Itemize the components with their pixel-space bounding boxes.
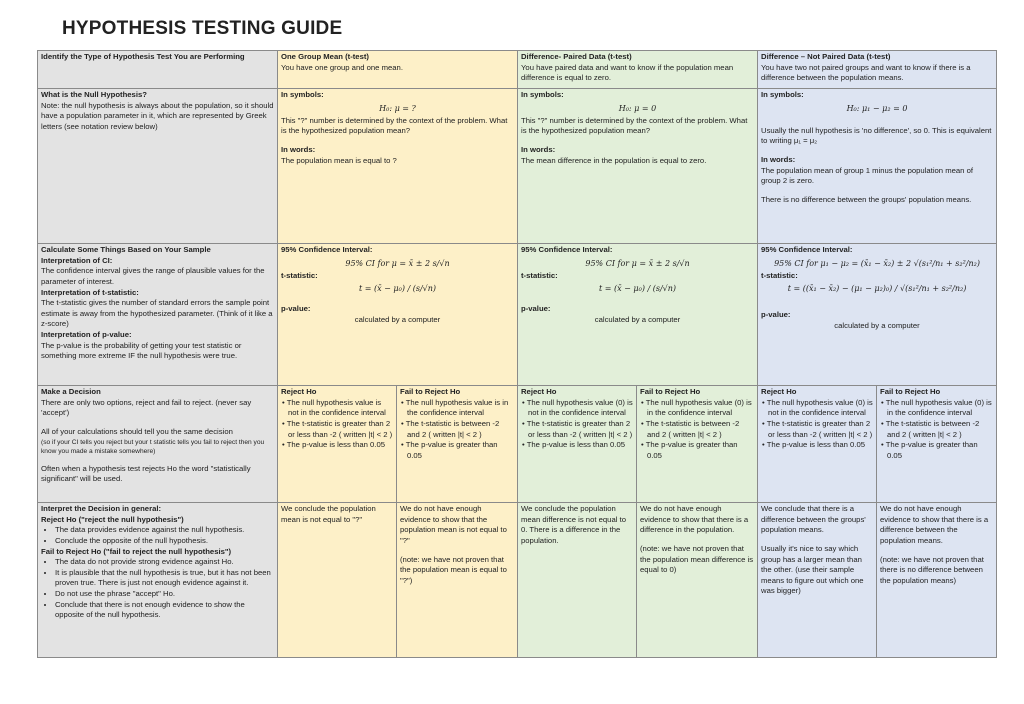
- page-title: HYPOTHESIS TESTING GUIDE: [62, 18, 343, 39]
- paired-reject-interp: We conclude the population mean difference is not equal to 0. There is a difference in the population.: [518, 503, 637, 658]
- one-group-fail-interp: We do not have enough evidence to show that the population mean is not equal to "?" (note: we have not proven that the population mean is equal to "?"): [397, 503, 518, 658]
- row-label-interpret: Interpret the Decision in general: Reject Ho ("reject the null hypothesis") • The data provides evidence against the null hypothesis. • Conclude the opposite of the null hypothesis. Fail to Reject Ho ("fail to reject the null hypothesis") • The data do not provide strong evidence against Ho. • It is plausible that the null hypothesis is true, but it has not been proven true. There is just not enough evidence against it. • Do not use the phrase "accept" Ho. • Conclude that there is not enough evidence to show the opposite of the null hypothesis.: [38, 503, 278, 658]
- t-formula: t = (x̄ − μ₀) / (s/√n): [598, 284, 677, 294]
- not-paired-calc: 95% Confidence Interval: 95% CI for μ₁ − μ₂ = (x̄₁ − x̄₂) ± 2 √(s₁²/n₁ + s₂²/n₂) t-statistic: t = ((x̄₁ − x̄₂) − (μ₁ − μ₂)₀) / √(s₁²/n₁ + s₂²/n₂) p-value: calculated by a computer: [758, 244, 997, 386]
- ci-formula: 95% CI for μ₁ − μ₂ = (x̄₁ − x̄₂) ± 2 √(s₁²/n₁ + s₂²/n₂): [774, 258, 980, 268]
- ci-formula: 95% CI for μ = x̄ ± 2 s/√n: [585, 258, 690, 268]
- paired-reject: Reject Ho • The null hypothesis value (0) is not in the confidence interval • The t-statistic is greater than 2 or less than -2 ( written |t| < 2 ) • The p-value is less than 0.05: [518, 386, 637, 503]
- row-label-decision: Make a Decision There are only two options, reject and fail to reject. (never say 'accept') All of your calculations should tell you the same decision (so if your CI tells you reject but your t statistic tells you fail to reject then you know you made a mistake somewhere) Often when a hypothesis test rejects Ho the word "statistically significant" will be used.: [38, 386, 278, 503]
- paired-type: Difference- Paired Data (t-test) You have paired data and want to know if the population mean difference is equal to zero.: [518, 51, 758, 89]
- not-paired-fail-interp: We do not have enough evidence to show that there is a difference between the population means. (note: we have not proven that there is no difference between the population means): [877, 503, 997, 658]
- one-group-reject: Reject Ho • The null hypothesis value is not in the confidence interval • The t-statistic is greater than 2 or less than -2 ( written |t| < 2 ) • The p-value is less than 0.05: [278, 386, 397, 503]
- paired-calc: 95% Confidence Interval: 95% CI for μ = x̄ ± 2 s/√n t-statistic: t = (x̄ − μ₀) / (s/√n) p-value: calculated by a computer: [518, 244, 758, 386]
- not-paired-type: Difference – Not Paired Data (t-test) You have two not paired groups and want to know if there is a difference between the population means.: [758, 51, 997, 89]
- row-calculate: [38, 244, 997, 386]
- row-decision: [38, 386, 997, 503]
- ci-formula: 95% CI for μ = x̄ ± 2 s/√n: [345, 258, 450, 268]
- paired-fail: Fail to Reject Ho • The null hypothesis value (0) is in the confidence interval • The t-statistic is between -2 and 2 ( written |t| < 2 ) • The p-value is greater than 0.05: [637, 386, 758, 503]
- t-formula: t = ((x̄₁ − x̄₂) − (μ₁ − μ₂)₀) / √(s₁²/n₁ + s₂²/n₂): [787, 284, 967, 294]
- one-group-null: In symbols: H₀: μ = ? This "?" number is determined by the context of the problem. What is the hypothesized population mean? In words: The population mean is equal to ?: [278, 89, 518, 244]
- not-paired-null: In symbols: H₀: μ₁ − μ₂ = 0 Usually the null hypothesis is 'no difference', so 0. This is equivalent to writing μ₁ = μ₂ In words: The population mean of group 1 minus the population mean of group 2 is zero. There is no difference between the groups' population means.: [758, 89, 997, 244]
- not-paired-reject-interp: We conclude that there is a difference between the groups' population means. Usually it's nice to say which group has a larger mean than the other. (use their sample means to figure out which one was bigger): [758, 503, 877, 658]
- row-test-type: [38, 51, 997, 89]
- one-group-reject-interp: We conclude the population mean is not equal to "?": [278, 503, 397, 658]
- one-group-calc: 95% Confidence Interval: 95% CI for μ = x̄ ± 2 s/√n t-statistic: t = (x̄ − μ₀) / (s/√n) p-value: calculated by a computer: [278, 244, 518, 386]
- t-formula: t = (x̄ − μ₀) / (s/√n): [358, 284, 437, 294]
- row-interpret: [38, 503, 997, 658]
- not-paired-reject: Reject Ho • The null hypothesis value (0) is not in the confidence interval • The t-statistic is greater than 2 or less than -2 ( written |t| < 2 ) • The p-value is less than 0.05: [758, 386, 877, 503]
- paired-null: In symbols: H₀: μ = 0 This "?" number is determined by the context of the problem. What is the hypothesized population mean? In words: The mean difference in the population is equal to zero.: [518, 89, 758, 244]
- one-group-fail: Fail to Reject Ho • The null hypothesis value is in the confidence interval • The t-statistic is between -2 and 2 ( written |t| < 2 ) • The p-value is greater than 0.05: [397, 386, 518, 503]
- one-group-type: One Group Mean (t-test) You have one group and one mean.: [278, 51, 518, 89]
- row-label-null: What is the Null Hypothesis? Note: the null hypothesis is always about the population, so it should have a population parameter in it, which are represented by Greek letters (see notation review below): [38, 89, 278, 244]
- row-label-calculate: Calculate Some Things Based on Your Sample Interpretation of CI: The confidence interval gives the range of plausible values for the parameter of interest. Interpretation of t-statistic: The t-statistic gives the number of standard errors the sample point estimate is away from the hypothesized parameter. (Think of it like a z-score) Interpretation of p-value: The p-value is the probability of getting your test statistic or something more extreme IF the null hypothesis were true.: [38, 244, 278, 386]
- not-paired-fail: Fail to Reject Ho • The null hypothesis value (0) is in the confidence interval • The t-statistic is between -2 and 2 ( written |t| < 2 ) • The p-value is greater than 0.05: [877, 386, 997, 503]
- hypothesis-guide-table: [37, 50, 997, 658]
- row-label-test-type: Identify the Type of Hypothesis Test You are Performing: [38, 51, 278, 89]
- paired-fail-interp: We do not have enough evidence to show that there is a difference in the population. (note: we have not proven that the population mean difference is equal to 0): [637, 503, 758, 658]
- row-null-hypothesis: [38, 89, 997, 244]
